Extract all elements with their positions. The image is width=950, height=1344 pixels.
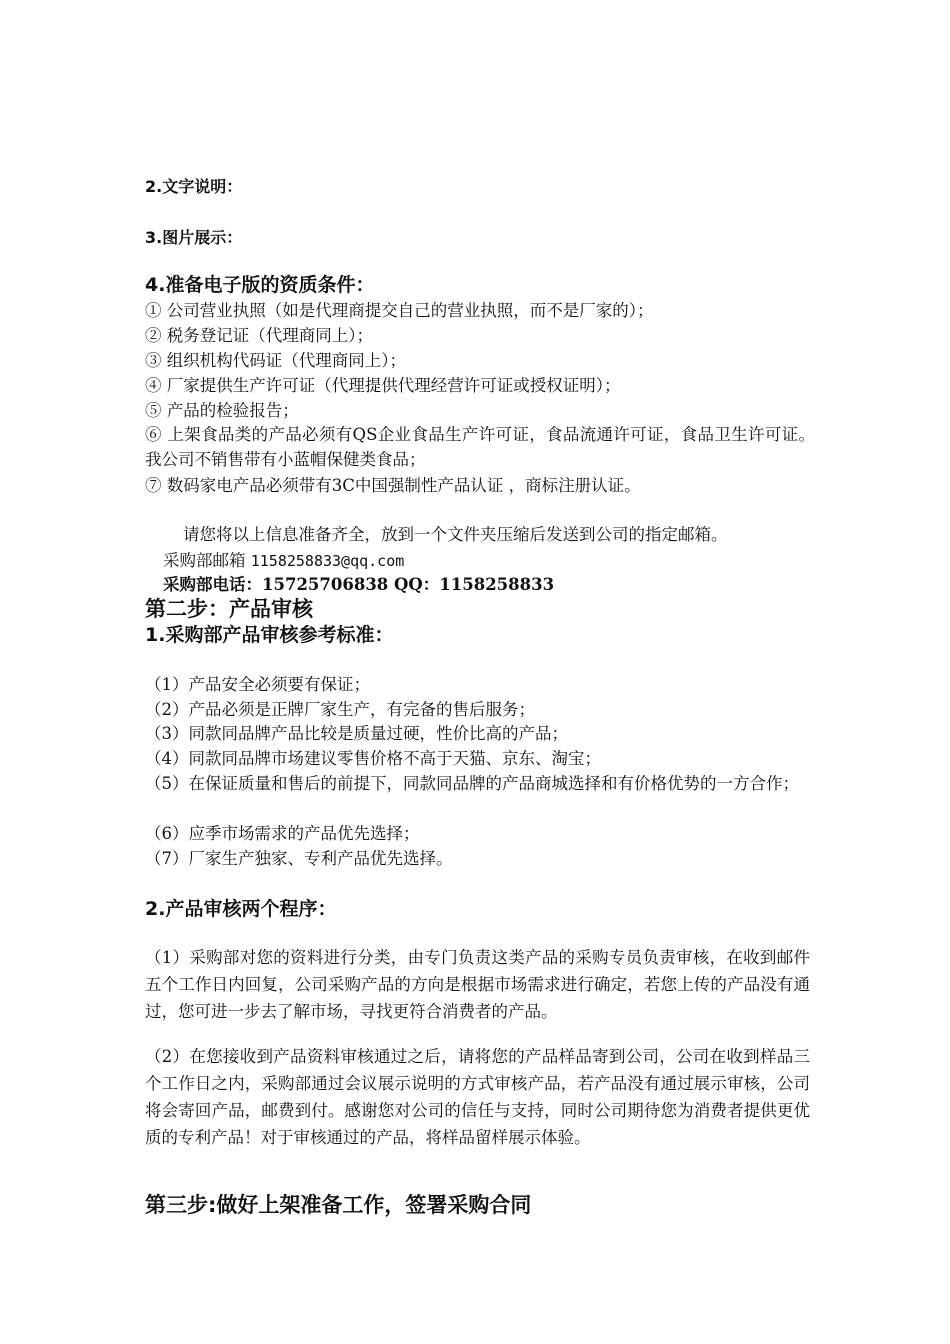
qualification-item: ④ 厂家提供生产许可证（代理提供代理经营许可证或授权证明）； [145,376,621,395]
email-address: 1158258833@qq.com [250,552,405,570]
criteria-heading: 1.采购部产品审核参考标准： [145,624,394,646]
qualification-item: ① 公司营业执照（如是代理商提交自己的营业执照，而不是厂家的）； [145,301,654,320]
email-label: 采购部邮箱 [163,551,246,570]
qualification-item: ⑦ 数码家电产品必须带有3C中国强制性产品认证 ，商标注册认证。 [145,476,641,495]
qualification-item: ③ 组织机构代码证（代理商同上）； [145,351,406,370]
qualification-item: ⑥ 上架食品类的产品必须有QS企业食品生产许可证，食品流通许可证，食品卫生许可证。我公司不销售带有小蓝帽保健类食品； [145,425,815,469]
section-text-heading: 2.文字说明： [145,177,243,196]
criteria-item: （4）同款同品牌市场建议零售价格不高于天猫、京东、淘宝； [145,749,601,768]
contact-email-line [163,549,833,573]
criteria-item: （2）产品必须是正牌厂家生产，有完备的售后服务； [145,700,535,719]
criteria-item: （6）应季市场需求的产品优先选择； [145,824,420,843]
procedure-heading: 2.产品审核两个程序： [145,898,337,920]
step3-title: 第三步:做好上架准备工作，签署采购合同 [145,1193,532,1217]
qualifications-heading: 4.准备电子版的资质条件： [145,274,375,296]
contact-notice: 请您将以上信息准备齐全，放到一个文件夹压缩后发送到公司的指定邮箱。 [183,525,728,544]
criteria-item: （5）在保证质量和售后的前提下，同款同品牌的产品商城选择和有价格优势的一方合作； [145,774,799,793]
qualification-item: ② 税务登记证（代理商同上）； [145,326,373,345]
qualification-item: ⑤ 产品的检验报告； [145,401,299,420]
procedure-paragraph-2: （2）在您接收到产品资料审核通过之后，请将您的产品样品寄到公司，公司在收到样品三个工作日之内，采购部通过会议展示说明的方式审核产品，若产品没有通过展示审核，公司将会寄回产品，邮费到付。感谢您对公司的信任与支持，同时公司期待您为消费者提供更优质的专利产品！对于审核通过的产品，将样品留样展示体验。 [145,1047,810,1147]
criteria-item: （1）产品安全必须要有保证； [145,675,370,694]
criteria-item: （3）同款同品牌产品比较是质量过硬，性价比高的产品； [145,724,568,743]
criteria-item: （7）厂家生产独家、专利产品优先选择。 [145,849,453,868]
section-images-heading: 3.图片展示： [145,228,243,247]
procedure-paragraph-1: （1）采购部对您的资料进行分类，由专门负责这类产品的采购专员负责审核，在收到邮件五个工作日内回复，公司采购产品的方向是根据市场需求进行确定，若您上传的产品没有通过，您可进一步去了解市场，寻找更符合消费者的产品。 [145,948,810,1021]
contact-phone-line: 采购部电话：15725706838 QQ：1158258833 [163,575,555,594]
step2-title: 第二步：产品审核 [145,597,313,621]
